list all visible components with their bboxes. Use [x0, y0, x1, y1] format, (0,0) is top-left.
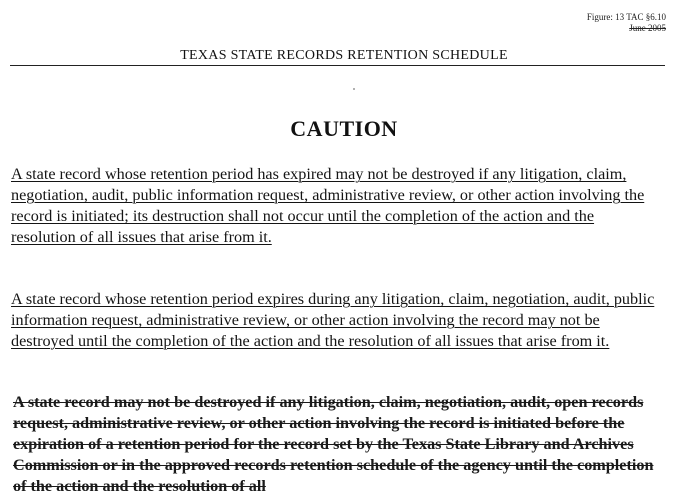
scan-speck: [353, 88, 355, 90]
caution-paragraph-expired: A state record whose retention period has expired may not be destroyed if any litigation, claim, negotiation, audit, public information request, administrative review, or other action involving the record is initiated; its destruction shall not occur until the completion of the action and the resolution of all issues that arise from it.: [11, 165, 645, 246]
figure-reference: Figure: 13 TAC §6.10: [586, 12, 666, 22]
header-rule: [10, 65, 665, 66]
caution-paragraph-struck: A state record may not be destroyed if any litigation, claim, negotiation, audit, open records request, administrative review, or other action involving the record is initiated before the expiration of a retention period for the record set by the Texas State Library and Archives Commission or in the approved records retention schedule of the agency until the completion of the action and the resolution of all: [13, 393, 654, 495]
figure-label: [587, 12, 666, 34]
caution-paragraph-expires-during: A state record whose retention period expires during any litigation, claim, negotiation, audit, public information request, administrative review, or other action involving the record may not be destroyed until the completion of the action and the resolution of all issues that arise from it.: [11, 290, 655, 350]
running-header-title: TEXAS STATE RECORDS RETENTION SCHEDULE: [180, 48, 508, 63]
figure-date-struck: June 2005: [629, 23, 666, 33]
caution-heading: CAUTION: [290, 116, 398, 141]
